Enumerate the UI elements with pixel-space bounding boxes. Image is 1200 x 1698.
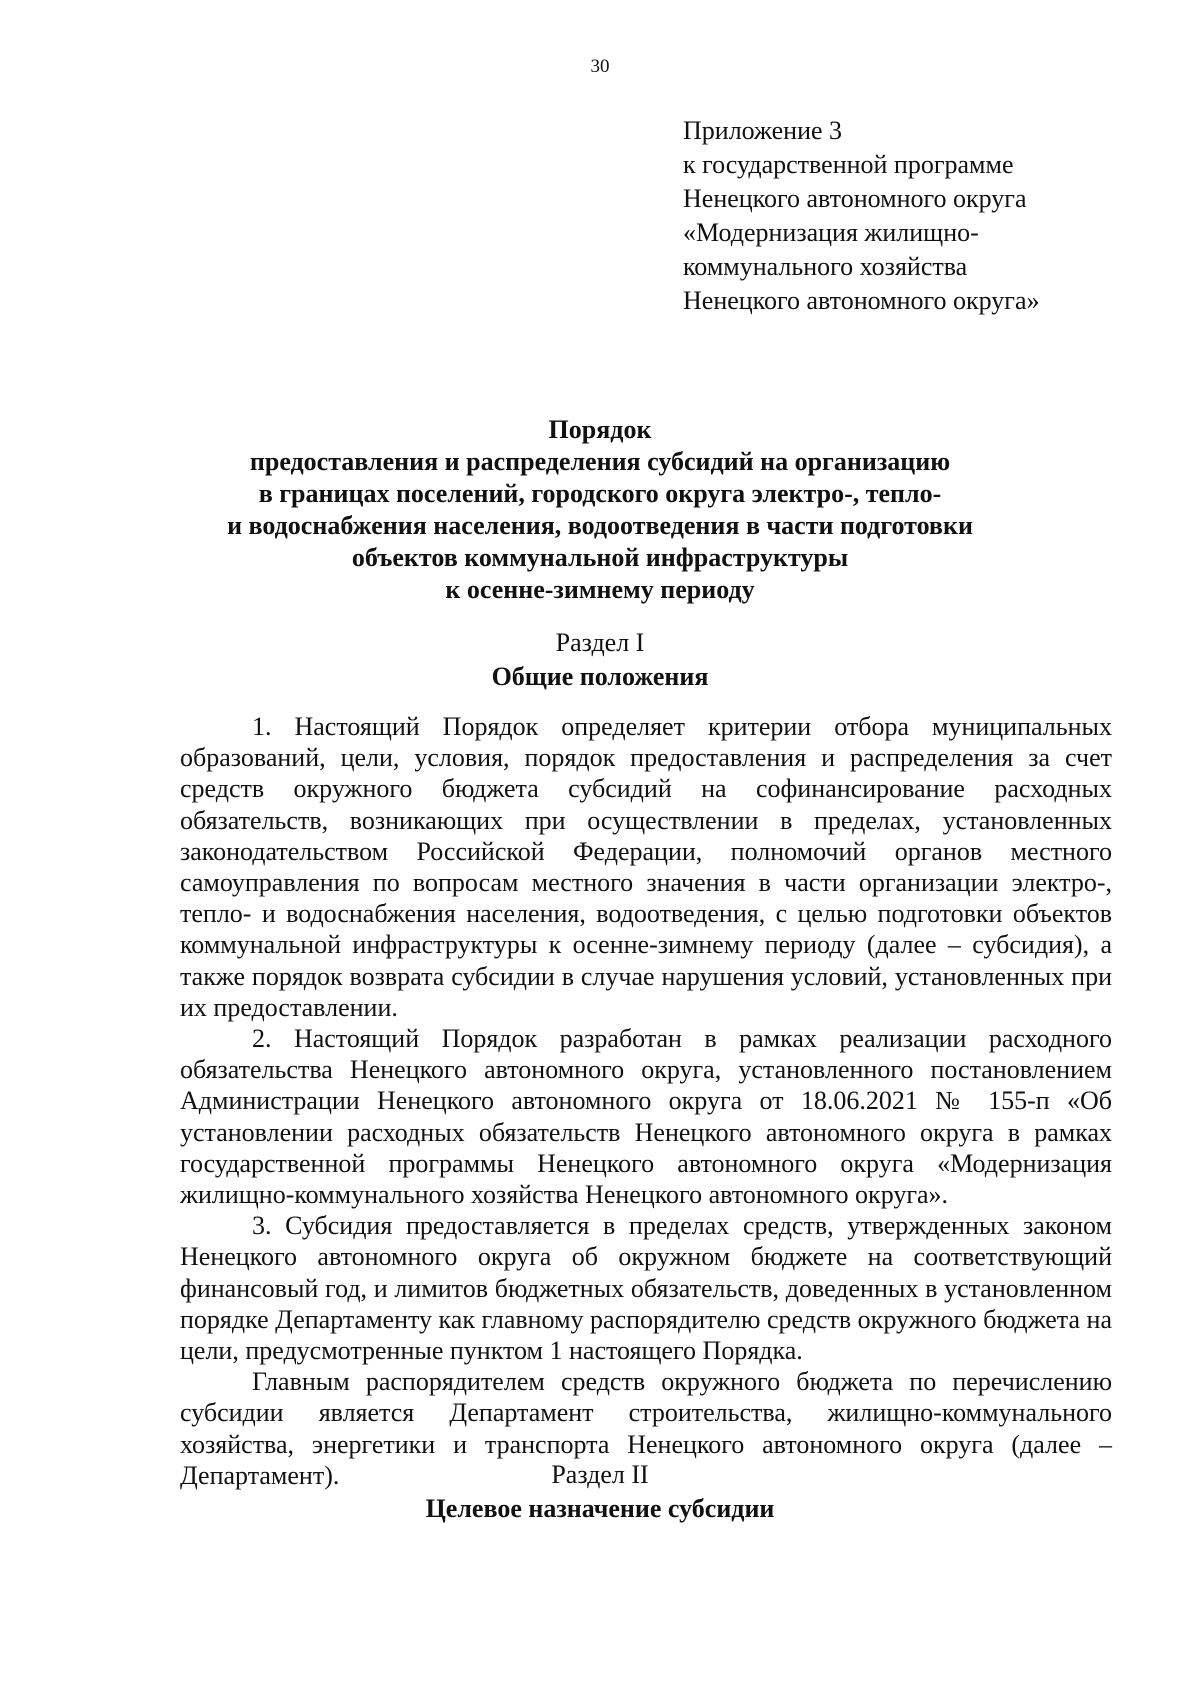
appendix-line: «Модернизация жилищно-	[683, 218, 979, 247]
document-title	[0, 414, 1200, 606]
section-label: Раздел II	[551, 1460, 649, 1489]
paragraph-3: 3. Субсидия предоставляется в пределах средств, утвержденных законом Ненецкого автономного округа об окружном бюджете на соответствующий финансовый год, и лимитов бюджетных обязательств, доведенных в установленном порядке Департаменту как главному распорядителю средств окружного бюджета на цели, предусмотренные пунктом 1 настоящего Порядка.	[180, 1211, 1112, 1366]
appendix-line: Приложение 3	[683, 116, 843, 145]
appendix-reference	[683, 114, 1040, 318]
appendix-line: к государственной программе	[683, 150, 1014, 179]
page-number: 30	[590, 56, 610, 77]
appendix-line: коммунального хозяйства	[683, 252, 968, 281]
title-line: предоставления и распределения субсидий на организацию	[249, 447, 951, 476]
appendix-line: Ненецкого автономного округа	[683, 184, 1027, 213]
paragraph-4: Главным распорядителем средств окружного бюджета по перечислению субсидии является Департамент строительства, жилищно-коммунального хозяйства, энергетики и транспорта Ненецкого автономного округа (далее – Департамент).	[180, 1367, 1112, 1490]
title-line: объектов коммунальной инфраструктуры	[351, 543, 849, 572]
section-name: Целевое назначение субсидии	[425, 1494, 775, 1523]
paragraph-1: 1. Настоящий Порядок определяет критерии отбора муниципальных образований, цели, условия, порядок предоставления и распределения за счет средств окружного бюджета субсидий на софинансирование расходных обязательств, возникающих при осуществлении в пределах, установленных законодательством Российской Федерации, полномочий органов местного самоуправления по вопросам местного значения в части организации электро-, тепло- и водоснабжения населения, водоотведения, с целью подготовки объектов коммунальной инфраструктуры к осенне-зимнему периоду (далее – субсидия), а также порядок возврата субсидии в случае нарушения условий, установленных при их предоставлении.	[180, 712, 1112, 1022]
title-line: и водоснабжения населения, водоотведения в части подготовки	[227, 511, 973, 540]
section-heading-2	[0, 1458, 1200, 1526]
section-label: Раздел I	[555, 628, 645, 657]
appendix-line: Ненецкого автономного округа»	[683, 286, 1040, 315]
title-line: Порядок	[548, 415, 652, 444]
body-text	[180, 711, 1112, 1491]
section-name: Общие положения	[491, 662, 709, 691]
paragraph-2: 2. Настоящий Порядок разработан в рамках реализации расходного обязательства Ненецкого автономного округа, установленного постановлением Администрации Ненецкого автономного округа от 18.06.2021 № 155-п «Об установлении расходных обязательств Ненецкого автономного округа в рамках государственной программы Ненецкого автономного округа «Модернизация жилищно-коммунального хозяйства Ненецкого автономного округа».	[180, 1024, 1112, 1210]
title-line: в границах поселений, городского округа электро-, тепло-	[258, 479, 942, 508]
section-heading-1	[0, 626, 1200, 694]
title-line: к осенне-зимнему периоду	[445, 575, 755, 604]
